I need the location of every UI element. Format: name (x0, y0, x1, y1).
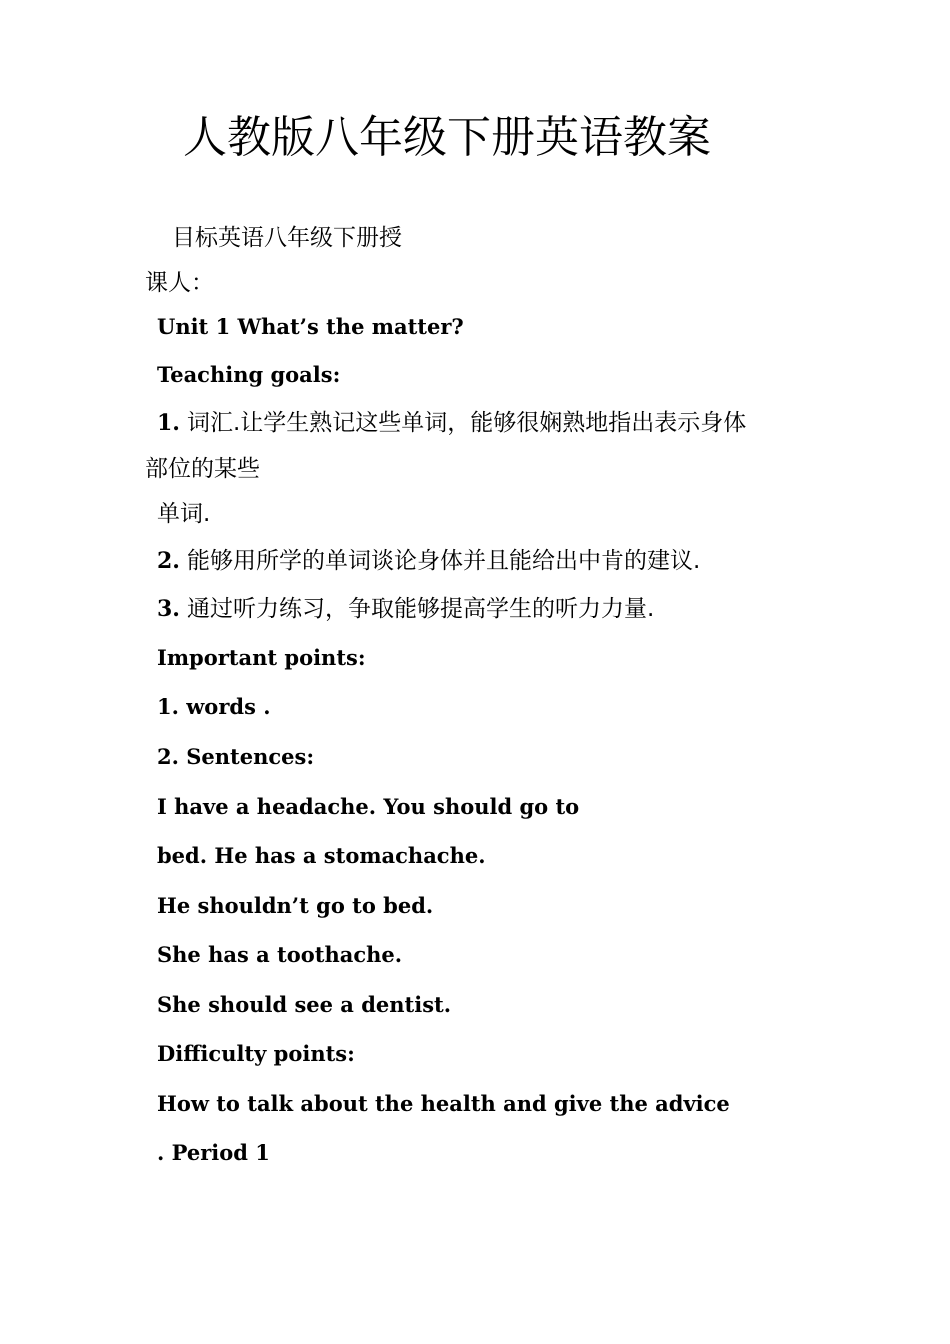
goal-number: 1. (157, 410, 180, 436)
point-line: She has a toothache. (157, 942, 403, 967)
goal-item-2 (157, 548, 700, 576)
goal-item-3 (157, 596, 654, 624)
difficulty-text: How to talk about the health and give the advice (157, 1091, 730, 1116)
goal-item-1 (157, 410, 746, 438)
goal-text: 能够用所学的单词谈论身体并且能给出中肯的建议. (186, 548, 701, 574)
point-line: He shouldn’t go to bed. (157, 893, 434, 918)
goal-item-1-continued-2: 单词. (157, 501, 211, 527)
point-line: bed. He has a stomachache. (157, 843, 486, 868)
document-title: 人教版八年级下册英语教案 (183, 112, 711, 163)
subtitle-line-1: 目标英语八年级下册授 (172, 225, 402, 251)
goal-item-1-continued: 部位的某些 (145, 456, 260, 482)
point-line: She should see a dentist. (157, 992, 452, 1017)
goal-text: 词汇.让学生熟记这些单词，能够很娴熟地指出表示身体 (186, 410, 747, 436)
point-line: 1. words . (157, 694, 271, 719)
goal-number: 2. (157, 548, 180, 574)
point-line: 2. Sentences: (157, 744, 315, 769)
unit-title: Unit 1 What’s the matter? (157, 314, 464, 339)
goal-number: 3. (157, 596, 180, 622)
period-label: . Period 1 (157, 1140, 270, 1165)
goal-text: 通过听力练习，争取能够提高学生的听力力量. (186, 596, 655, 622)
subtitle-line-2: 课人： (145, 270, 214, 296)
difficulty-points-heading: Difficulty points: (157, 1041, 355, 1066)
important-points-heading: Important points: (157, 645, 366, 670)
teaching-goals-heading: Teaching goals: (157, 362, 341, 387)
point-line: I have a headache. You should go to (157, 794, 580, 819)
